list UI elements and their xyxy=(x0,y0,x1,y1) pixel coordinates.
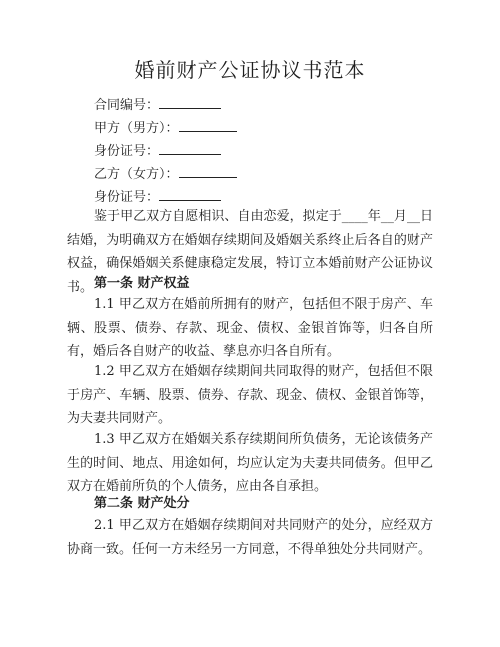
article-1-heading: 第一条 财产权益 xyxy=(94,276,190,291)
article-2-heading: 第二条 财产处分 xyxy=(94,496,190,511)
contract-number-blank xyxy=(159,95,221,109)
party-a-id-blank xyxy=(159,141,221,155)
party-a-id-field xyxy=(94,141,221,161)
party-b-field xyxy=(94,164,237,184)
document-title: 婚前财产公证协议书范本 xyxy=(134,58,366,82)
field-label: 身份证号： xyxy=(94,190,160,205)
clause-1-3: 1.3 甲乙双方在婚姻关系存续期间所负债务，无论该债务产生的时间、地点、用途如何，均应认定为夫妻共同债务。但甲乙双方在婚前所负的个人债务，应由各自承担。 xyxy=(67,432,433,494)
party-b-id-blank xyxy=(159,187,221,201)
field-label: 甲方（男方）： xyxy=(94,121,179,136)
field-label: 身份证号： xyxy=(94,144,160,159)
intro-paragraph: 鉴于甲乙双方自愿相识、自由恋爱，拟定于____年__月__日结婚，为明确双方在婚姻存续期间及婚姻关系终止后各自的财产权益，确保婚姻关系健康稳定发展，特订立本婚前财产公证协议书。 xyxy=(67,209,433,295)
field-label: 合同编号： xyxy=(94,98,160,113)
clause-2-1: 2.1 甲乙双方在婚姻存续期间对共同财产的处分，应经双方协商一致。任何一方未经另一方同意，不得单独处分共同财产。 xyxy=(67,518,433,557)
clause-1-2: 1.2 甲乙双方在婚姻存续期间共同取得的财产，包括但不限于房产、车辆、股票、债券、存款、现金、债权、金银首饰等，为夫妻共同财产。 xyxy=(67,364,433,426)
contract-number-field xyxy=(94,95,221,115)
party-b-id-field xyxy=(94,187,221,207)
clause-1-1: 1.1 甲乙双方在婚前所拥有的财产，包括但不限于房产、车辆、股票、债券、存款、现金、债权、金银首饰等，归各自所有，婚后各自财产的收益、孳息亦归各自所有。 xyxy=(67,297,433,359)
party-a-field xyxy=(94,118,237,138)
party-a-blank xyxy=(179,118,237,132)
field-label: 乙方（女方）： xyxy=(94,167,179,182)
party-b-blank xyxy=(179,164,237,178)
